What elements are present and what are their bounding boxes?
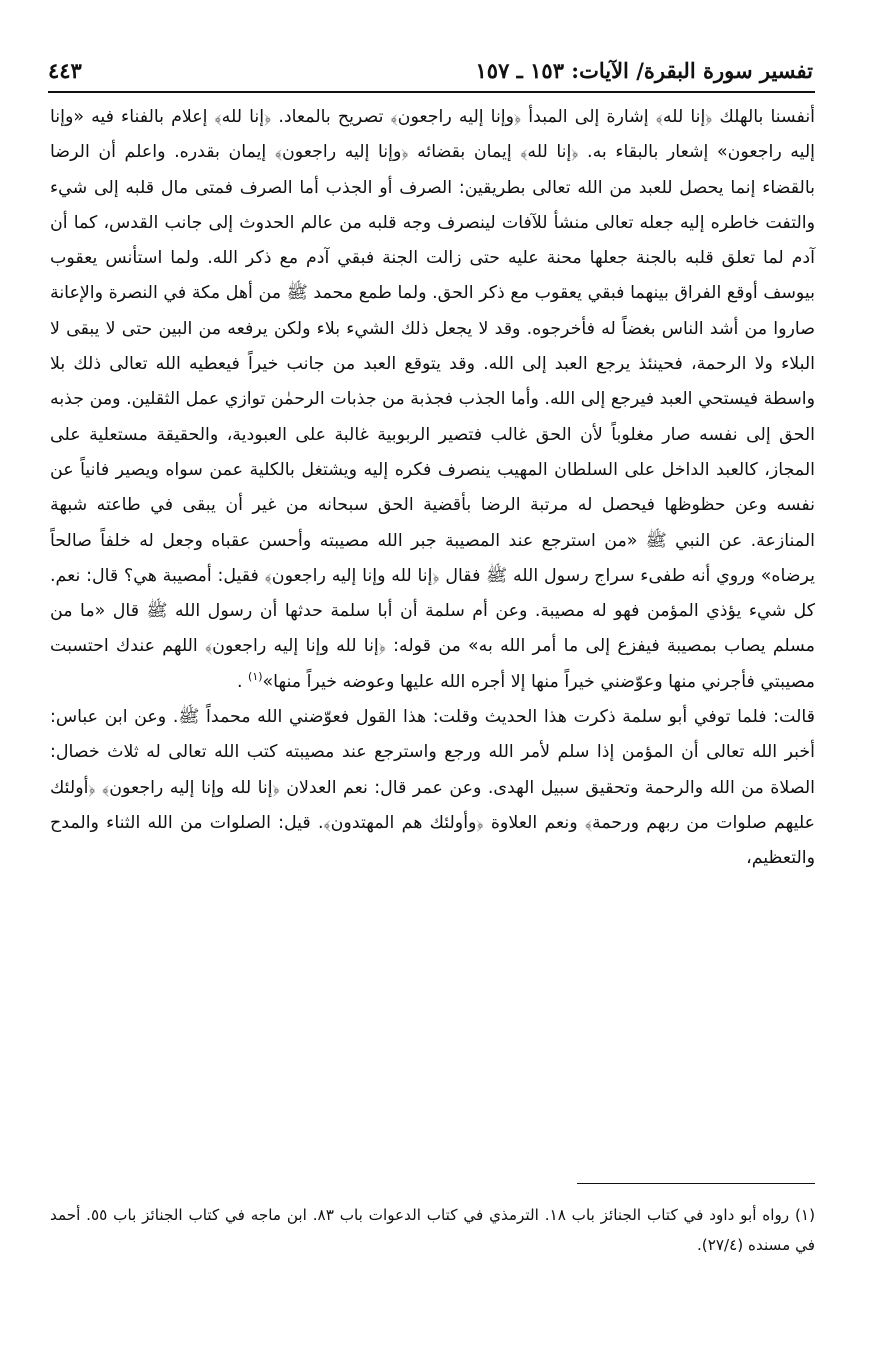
main-text — [50, 100, 815, 877]
footnote-item: (١) رواه أبو داود في كتاب الجنائز باب ١٨. الترمذي في كتاب الدعوات باب ٨٣. ابن ماجه في كتاب الجنائز باب ٥٥. أحمد في مسنده (٢٧/٤). — [50, 1206, 816, 1254]
page-number: ٤٤٣ — [48, 58, 82, 83]
footnote-separator — [577, 1183, 815, 1184]
paragraph: قالت: فلما توفي أبو سلمة ذكرت هذا الحديث وقلت: هذا القول فعوّضني الله محمداً ﷺ. وعن ابن عباس: أخبر الله تعالى أن المؤمن إذا سلم لأمر الله ورجع واسترجع عند مصيبته كتب الله تعالى له ثلاث خصال: الصلاة من الله والرحمة وتحقيق سبيل الهدى. وعن عمر قال: نعم العدلان ﴿إنا لله وإنا إليه راجعون﴾ ﴿أولئك عليهم صلوات من ربهم ورحمة﴾ ونعم العلاوة ﴿وأولئك هم المهتدون﴾. قيل: الصلوات من الله الثناء والمدح والتعظيم، — [50, 707, 815, 869]
paragraph-text: أنفسنا بالهلك ﴿إنا لله﴾ إشارة إلى المبدأ ﴿وإنا إليه راجعون﴾ تصريح بالمعاد. ﴿إنا لله﴾ إعلام بالفناء فيه «وإنا إليه راجعون» إشعار بالبقاء به. ﴿إنا لله﴾ إيمان بقضائه ﴿وإنا إليه راجعون﴾ إيمان بقدره. واعلم أن الرضا بالقضاء إنما يحصل للعبد من الله تعالى بطريقين: الصرف أو الجذب أما الصرف فمتى مال قلبه إلى شيء والتفت خاطره إليه جعله تعالى منشأ للآفات لينصرف وجه قلبه من عالم الحدوث إلى جانب القدس، كما أن آدم لما تعلق قلبه بالجنة جعلها محنة عليه حتى زالت الجنة فبقي آدم مع ذكر الله. ولما استأنس يعقوب بيوسف أوقع الفراق بينهما فبقي يعقوب مع ذكر الحق. ولما طمع محمد ﷺ من أهل مكة في النصرة والإعانة صاروا من أشد الناس بغضاً له فأخرجوه. وقد لا يجعل ذلك الشيء بلاء ولكن يرفعه من البين حتى لا يبقى لا البلاء ولا الرحمة، فحينئذ يرجع العبد إلى الله. وقد يتوقع العبد من جانب خيراً فيعطيه الله تعالى ذلك بلا واسطة فيستحي العبد فيرجع إلى الله. وأما الجذب فجذبة من جذبات الرحمٰن توازي عمل الثقلين. ومن جذبه الحق إلى نفسه صار مغلوباً لأن الحق غالب فتصير الربوبية غالبة على العبودية، والحقيقة مستعلية على المجاز، كالعبد الداخل على السلطان المهيب ينصرف فكره إليه ويشتغل بالكلية عمن سواه ويصير فانياً عن نفسه وعن حظوظها فيحصل له مرتبة الرضا بأقضية الحق سبحانه من غير أن يبقى في طاعته شبهة المنازعة. عن النبي ﷺ «من استرجع عند المصيبة جبر الله مصيبته وأحسن عقباه وجعل له خلفاً صالحاً يرضاه» وروي أنه طفىء سراج رسول الله ﷺ فقال ﴿إنا لله وإنا إليه راجعون﴾ فقيل: أمصيبة هي؟ قال: نعم. كل شيء يؤذي المؤمن فهو له مصيبة. وعن أم سلمة أن أبا سلمة حدثها أن رسول الله ﷺ قال «ما من مسلم يصاب بمصيبة فيفزع إلى ما أمر الله به» من قوله: ﴿إنا لله وإنا إليه راجعون﴾ اللهم عندك احتسبت مصيبتي فأجرني منها وعوّضني خيراً منها إلا أجره الله عليها وعوضه خيراً منها» — [50, 107, 815, 692]
running-header — [48, 54, 813, 90]
footnote-reference: (١) — [248, 669, 263, 683]
running-title: تفسير سورة البقرة/ الآيات: ١٥٣ ـ ١٥٧ — [475, 58, 813, 83]
paragraph-end-mark: . — [236, 671, 243, 692]
header-rule — [48, 91, 815, 93]
paragraph — [50, 100, 815, 700]
footnotes — [50, 1200, 815, 1260]
